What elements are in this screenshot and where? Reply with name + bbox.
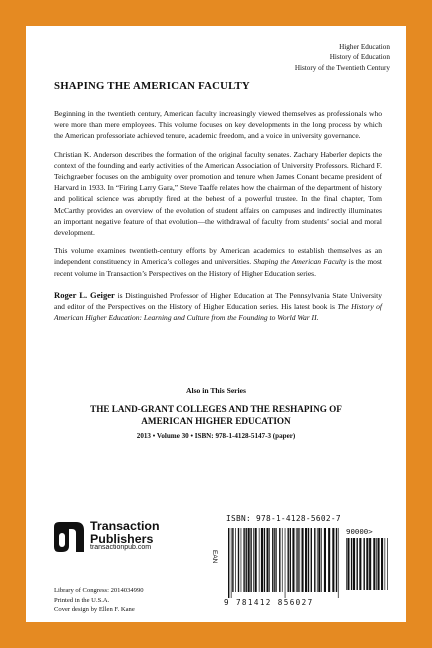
barcode-bar — [347, 538, 349, 590]
barcode-bar — [274, 528, 275, 592]
related-meta: 2013 • Volume 30 • ISBN: 978-1-4128-5147-3 (paper) — [136, 431, 296, 440]
paragraph-3-end: is the most recent volume in Transaction’s Perspectives on the History of Higher Education series. — [54, 257, 382, 278]
barcode-bar — [317, 528, 318, 592]
related-title — [26, 403, 406, 428]
barcode-bar — [299, 528, 300, 592]
barcode-bar — [269, 528, 270, 592]
barcode-bar — [308, 528, 309, 592]
barcode-bar — [276, 528, 277, 592]
barcode-bar — [250, 528, 251, 592]
barcode-bar — [246, 528, 247, 592]
barcode-bar — [305, 528, 307, 592]
imprint-info — [54, 586, 144, 615]
barcode-bar — [282, 528, 283, 592]
barcode-bar — [328, 528, 330, 592]
isbn-label: ISBN: 978-1-4128-5602-7 — [226, 514, 341, 523]
related-title-line-1: THE LAND-GRANT COLLEGES AND THE RESHAPING OF — [90, 404, 342, 414]
related-title-line-2: AMERICAN HIGHER EDUCATION — [141, 416, 291, 427]
barcode-bar — [285, 528, 286, 598]
barcode-bar — [376, 538, 377, 590]
barcode-bar — [232, 528, 233, 592]
barcode-bar — [353, 538, 355, 590]
barcode-bar — [235, 528, 236, 592]
barcode-bar — [264, 528, 265, 592]
publisher-name-line-2: Publishers — [90, 532, 154, 546]
barcode-bar — [302, 528, 304, 592]
barcode-bar — [253, 528, 254, 592]
ean-digits: 9 781412 856027 — [224, 598, 314, 607]
barcode-bar — [297, 528, 298, 592]
author-name: Roger L. Geiger — [54, 290, 115, 300]
library-of-congress: Library of Congress: 2014034990 — [54, 587, 144, 594]
publisher-name-line-1: Transaction — [90, 519, 160, 533]
ean-label: EAN — [211, 550, 218, 564]
cover-design-credit: Cover design by Ellen F. Kane — [54, 606, 135, 614]
barcode-bar — [272, 528, 273, 592]
printed-in: Printed in the U.S.A. — [54, 596, 110, 604]
description-paragraph-3 — [54, 245, 382, 279]
price-barcode-bars — [346, 538, 390, 596]
barcode-bar — [311, 528, 312, 592]
barcode-bar — [338, 528, 339, 598]
barcode-bar — [241, 528, 242, 592]
description-paragraph-1: Beginning in the twentieth century, American faculty increasingly viewed themselves as professionals who were more than mere employees. This volume focuses on key developments in the long process by which the American professoriate achieved tenure, academic freedom, and a voice in university governance. — [54, 109, 382, 141]
description-paragraph-2: Christian K. Anderson describes the formation of the original faculty senates. Zachary Haberler depicts the context of the founding and early activities of the American Association of University Professors. Richard F. Teichgraeber focuses on the ambiguity over promotion and tenure when James Conant became president of Harvard in 1933. In “Firing Larry Gara,” Steve Taaffe relates how the chairman of the department of history and political science was abruptly fired at the behest of a powerful trustee. In the final chapter, Tom McCarthy provides an overview of the evolution of student affairs on campuses and indirectly illuminates an important negative feature of that evolution—the withdrawal of faculty from students’ social and moral development. — [54, 149, 382, 238]
barcode-bar — [255, 528, 257, 592]
barcode-bar — [381, 538, 383, 590]
barcode-bar — [373, 538, 375, 590]
category-3: History of the Twentieth Century — [294, 63, 390, 72]
barcode-bar — [243, 528, 244, 592]
barcode-bar — [366, 538, 368, 590]
author-bio — [54, 290, 382, 324]
barcode-bar — [318, 528, 320, 592]
publisher-url: transactionpub.com — [90, 544, 152, 551]
barcode-bar — [346, 538, 347, 590]
barcode-bar — [228, 528, 229, 598]
publisher-logo — [54, 520, 204, 560]
barcode-bar — [279, 528, 280, 592]
subject-categories — [295, 42, 390, 73]
barcode-bar — [231, 528, 232, 598]
barcode-bar — [357, 538, 358, 590]
isbn-barcode — [211, 514, 394, 608]
book-title: SHAPING THE AMERICAN FACULTY — [54, 80, 250, 92]
barcode-bar — [364, 538, 365, 590]
publisher-name — [90, 520, 160, 546]
barcode-bar — [321, 528, 322, 592]
barcode-bar — [290, 528, 291, 592]
barcode-bar — [351, 538, 352, 590]
paragraph-3-title: Shaping the American Faculty — [253, 257, 347, 267]
author-latest-book: The History of American Higher Education: Learning and Culture from the Founding to World War II. — [54, 302, 383, 323]
barcode-bar — [261, 528, 263, 592]
barcode-bar — [314, 528, 315, 592]
barcode-bar — [296, 528, 297, 592]
content-panel — [26, 26, 406, 622]
ean-barcode-bars — [228, 528, 340, 598]
barcode-bar — [378, 538, 380, 590]
paragraph-3-start: This volume examines twentieth-century efforts by American academics to establish themselves as an independent constituency in America’s colleges and universities. — [54, 246, 382, 267]
barcode-bar — [267, 528, 269, 592]
barcode-bar — [359, 538, 361, 590]
barcode-bar — [336, 528, 337, 592]
category-2: History of Education — [329, 53, 390, 62]
also-in-series — [26, 386, 406, 440]
description — [54, 108, 382, 286]
barcode-bar — [332, 528, 334, 592]
barcode-bar — [324, 528, 326, 592]
transaction-logo-icon — [54, 522, 84, 552]
author-bio-text: is Distinguished Professor of Higher Education at The Pennsylvania State University and editor of the Perspectives on the History of Higher Education series. His latest book is — [54, 291, 383, 312]
also-heading: Also in This Series — [186, 386, 246, 395]
barcode-bar — [288, 528, 289, 592]
barcode-bar — [292, 528, 294, 592]
barcode-bar — [238, 528, 239, 592]
barcode-bar — [385, 538, 386, 590]
barcode-bar — [369, 538, 371, 590]
barcode-bar — [259, 528, 260, 592]
category-1: Higher Education — [339, 43, 390, 51]
barcode-bar — [387, 538, 388, 590]
barcode-bar — [248, 528, 250, 592]
price-code: 90000> — [346, 527, 373, 536]
